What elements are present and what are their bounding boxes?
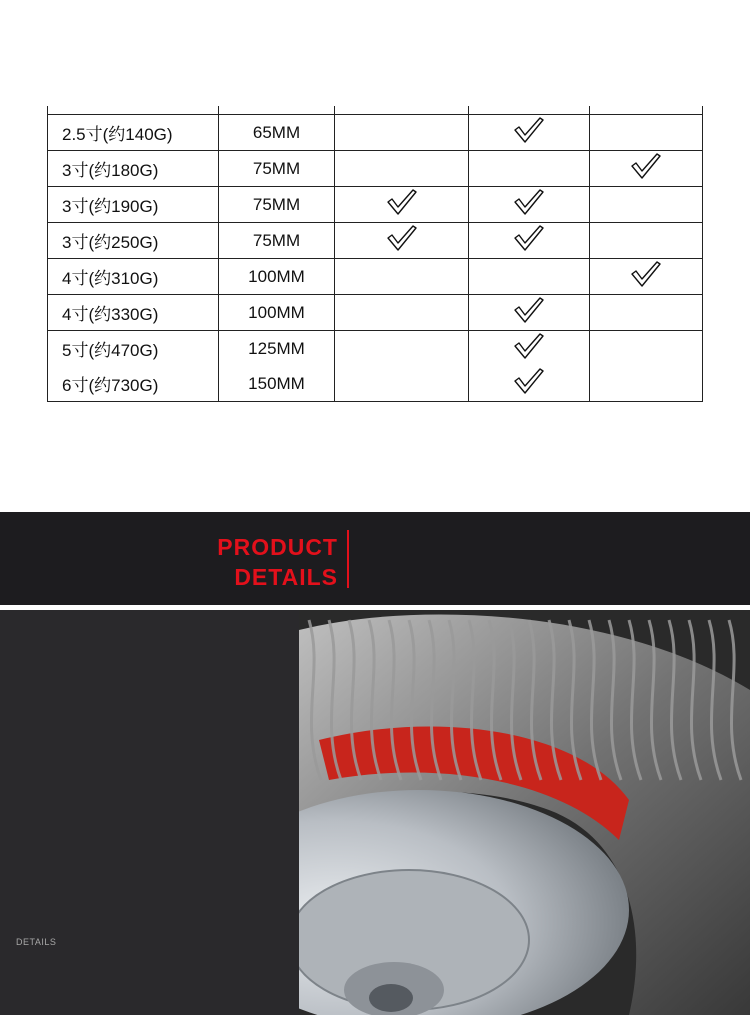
diameter-cell: 125MM <box>219 331 335 367</box>
check-cell <box>590 366 703 402</box>
size-cell: 6寸(约730G) <box>48 366 219 402</box>
spec-table <box>47 106 703 402</box>
checkmark-icon <box>385 223 419 253</box>
check-cell <box>590 295 703 331</box>
checkmark-icon <box>512 366 546 396</box>
check-cell <box>469 331 590 367</box>
diameter-cell: 150MM <box>219 366 335 402</box>
banner-title-line1: PRODUCT <box>217 534 338 560</box>
check-cell <box>469 259 590 295</box>
check-cell <box>469 295 590 331</box>
checkmark-icon <box>629 151 663 181</box>
check-cell <box>335 366 469 402</box>
details-panel <box>0 610 299 1015</box>
size-cell: 3寸(约190G) <box>48 187 219 223</box>
wire-brush-photo-icon <box>299 610 750 1015</box>
checkmark-icon <box>512 331 546 361</box>
table-row <box>48 223 703 259</box>
diameter-cell: 75MM <box>219 223 335 259</box>
diameter-cell: 75MM <box>219 187 335 223</box>
check-cell <box>469 366 590 402</box>
table-row <box>48 295 703 331</box>
size-cell: 3寸(约250G) <box>48 223 219 259</box>
check-cell <box>590 259 703 295</box>
checkmark-icon <box>629 259 663 289</box>
checkmark-icon <box>512 223 546 253</box>
wire-cup-brush-image <box>299 610 750 1015</box>
check-cell <box>590 151 703 187</box>
check-cell <box>469 151 590 187</box>
size-cell: 4寸(约330G) <box>48 295 219 331</box>
check-cell <box>469 115 590 151</box>
banner-divider <box>347 530 349 588</box>
check-cell <box>469 223 590 259</box>
check-cell <box>590 115 703 151</box>
banner-title <box>200 532 338 592</box>
size-cell: 4寸(约310G) <box>48 259 219 295</box>
product-details-banner <box>0 512 750 605</box>
checkmark-icon <box>512 187 546 217</box>
table-row <box>48 151 703 187</box>
check-cell <box>335 223 469 259</box>
details-label: DETAILS <box>16 937 57 947</box>
check-cell <box>335 151 469 187</box>
check-cell <box>590 187 703 223</box>
size-cell: 3寸(约180G) <box>48 151 219 187</box>
check-cell <box>335 187 469 223</box>
check-cell <box>590 223 703 259</box>
size-cell: 5寸(约470G) <box>48 331 219 367</box>
check-cell <box>469 187 590 223</box>
table-row <box>48 259 703 295</box>
diameter-cell: 100MM <box>219 259 335 295</box>
diameter-cell: 100MM <box>219 295 335 331</box>
check-cell <box>335 115 469 151</box>
diameter-cell: 75MM <box>219 151 335 187</box>
table-row <box>48 115 703 151</box>
size-cell: 2.5寸(约140G) <box>48 115 219 151</box>
checkmark-icon <box>512 115 546 145</box>
table-top-row <box>48 106 703 115</box>
check-cell <box>335 259 469 295</box>
banner-title-line2: DETAILS <box>234 564 338 590</box>
table-row <box>48 366 703 402</box>
diameter-cell: 65MM <box>219 115 335 151</box>
table-row <box>48 331 703 367</box>
check-cell <box>335 295 469 331</box>
check-cell <box>590 331 703 367</box>
checkmark-icon <box>385 187 419 217</box>
checkmark-icon <box>512 295 546 325</box>
table-row <box>48 187 703 223</box>
check-cell <box>335 331 469 367</box>
